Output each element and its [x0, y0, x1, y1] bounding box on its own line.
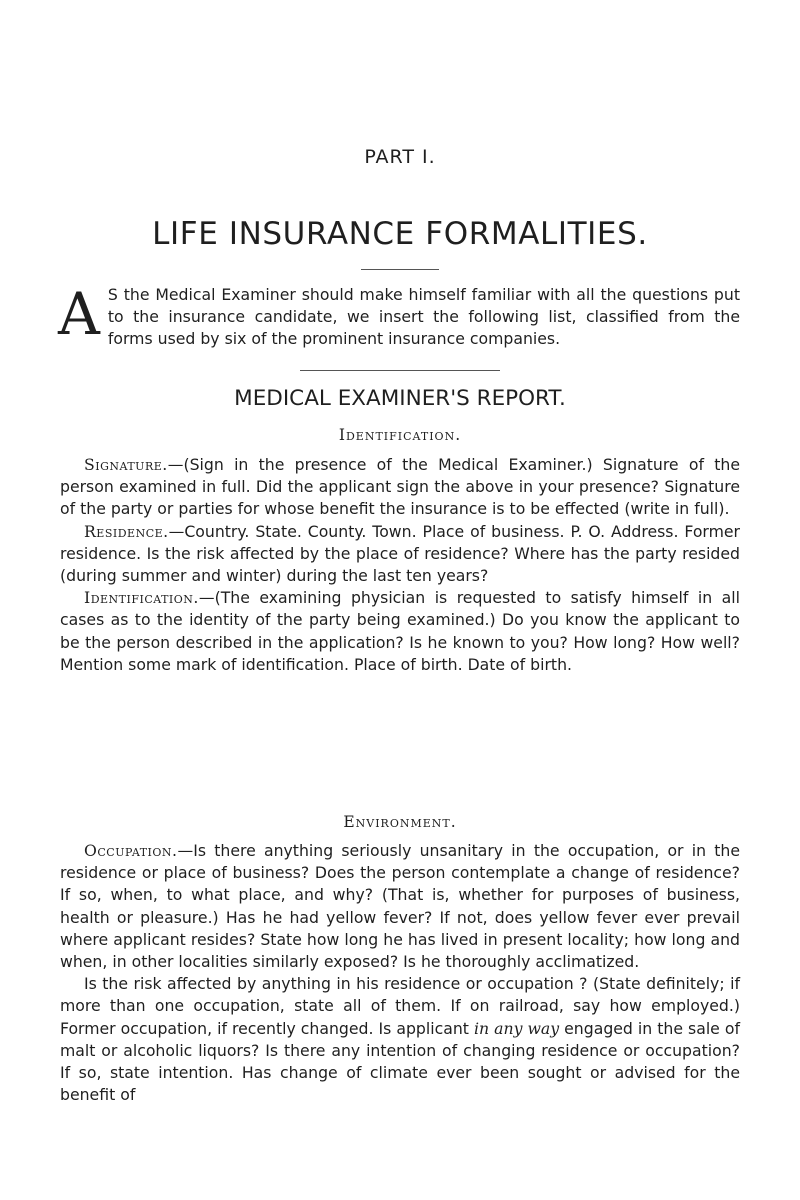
residence-text: —Country. State. County. Town. Place of business. P. O. Address. Former residence. Is the risk affected by the place of residence? Where has the party resided (during summer and winter) during the last ten years?: [60, 521, 740, 586]
intro-text: S the Medical Examiner should make himself familiar with all the questions put to the insurance candidate, we insert the following list, classified from the forms used by six of the prominent insurance companies.: [107, 285, 740, 349]
identification-paragraph: [60, 587, 740, 676]
identification-heading: Identification.: [338, 426, 462, 444]
page-title: LIFE INSURANCE FORMALITIES.: [152, 216, 648, 252]
residence-label: Residence.: [84, 521, 169, 541]
identification-text: —(The examining physician is requested to satisfy himself in all cases as to the identity of the party being examined.) Do you know the applicant to be the person described in the application? Is he known to you? How long? How well? Mention some mark of identification. Place of birth. Date of birth.: [60, 588, 740, 674]
environment-block: [60, 840, 740, 1106]
section-title: MEDICAL EXAMINER'S REPORT.: [234, 386, 566, 411]
part-label: PART I.: [364, 146, 436, 168]
occupation-paragraph: [60, 840, 740, 973]
risk-paragraph: [60, 973, 740, 1106]
signature-paragraph: [60, 454, 740, 521]
occupation-label: Occupation.: [84, 841, 178, 860]
occupation-text: —Is there anything seriously unsanitary in the occupation, or in the residence or place of business? Does the person contemplate a change of residence? If so, when, to what place, and why? (That is, whether for purposes of business, health or pleasure.) Has he had yellow fever? If not, does yellow fever ever prevail where applicant resides? State how long he has lived in present locality; how long and when, in other localities similarly exposed? Is he thoroughly acclimatized.: [60, 841, 740, 972]
environment-heading: Environment.: [343, 813, 457, 831]
identification-label: Identification.: [84, 588, 199, 608]
residence-paragraph: [60, 521, 740, 588]
section-divider: [300, 370, 500, 371]
risk-text-after: engaged in the sale of malt or alcoholic liquors? Is there any intention of changing residence or occupation? If so, state intention. Has change of climate ever been sought or advised for the benefit of: [60, 1018, 740, 1105]
signature-label: Signature.: [84, 455, 168, 474]
risk-text-italic: in any way: [473, 1018, 560, 1038]
identification-block: [60, 454, 740, 676]
risk-text-before: Is the risk affected by anything in his residence or occupation ? (State definitely; if more than one occupation, state all of them. If on railroad, say how employed.) Former occupation, if recently changed. Is applicant: [60, 974, 740, 1038]
title-divider: [361, 269, 439, 270]
drop-cap: A: [58, 280, 100, 348]
signature-text: —(Sign in the presence of the Medical Examiner.) Signature of the person examined in full. Did the applicant sign the above in your presence? Signature of the party or parties for whose benefit the insurance is to be effected (write in full).: [60, 455, 740, 519]
intro-paragraph: [58, 280, 740, 351]
